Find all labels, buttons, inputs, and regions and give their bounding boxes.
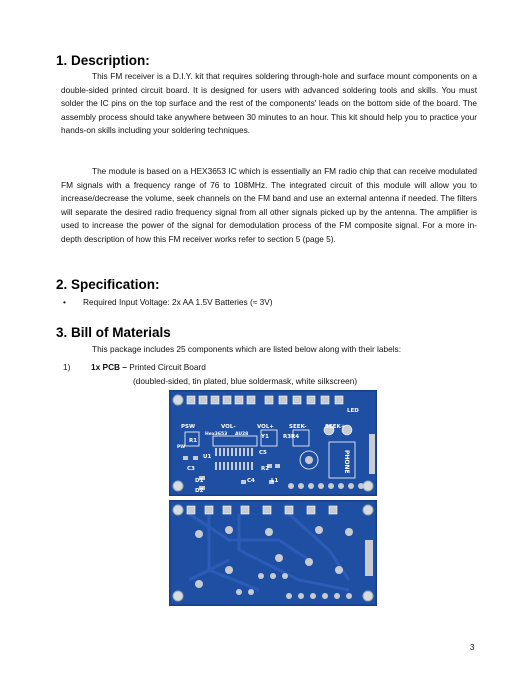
bom-item-1 [63,361,206,373]
page-number: 3 [470,643,475,652]
bom-item-number: 1) [63,362,71,372]
pcb-top-image [169,390,377,496]
mounting-hole [363,481,373,491]
pcb-label-seek-minus: SEEK- [289,424,307,430]
pcb-label-vol-minus: VOL- [221,424,236,430]
pcb-label-hex: Hex3653 [205,432,228,437]
description-paragraph-1-text: This FM receiver is a D.I.Y. kit that requires soldering through-hole and surface mount components on a double-sided printed circuit board. It is designed for users with advanced soldering tools and skills. You must solder the IC pins on the top surface and the rest of the components' leads on the bottom side of the board. The assembly process should take anywhere between 30 minutes to an hour. This kit should help you to practice your hands-on skills including your soldering techniques. [61,71,477,136]
pcb-label-led: LED [347,408,359,414]
pcb-label-l1: L1 [271,478,279,484]
pcb-label-r1: R1 [189,438,198,444]
bullet-marker: • [63,297,66,307]
description-paragraph-1 [61,70,477,138]
bom-item-desc: Printed Circuit Board [129,362,206,372]
pcb-label-d2: D2 [195,488,204,494]
mounting-hole [173,395,183,405]
pcb-label-r2: R2 [261,466,270,472]
pcb-label-psw: PSW [181,424,196,430]
mounting-hole [173,481,183,491]
spec-voltage-text: Required Input Voltage: 2x AA 1.5V Batteries (≈ 3V) [83,297,273,307]
pcb-label-c3: C3 [187,466,195,472]
section-heading-description: 1. Description: [56,53,150,68]
pcb-label-au: AU28 [235,432,249,437]
description-paragraph-2 [61,165,477,246]
pcb-label-phone: PHONE [343,450,350,474]
pcb-label-d1: D1 [195,478,204,484]
pcb-label-seek-plus: SEEK+ [325,424,346,430]
bom-intro-text: This package includes 25 components which are listed below along with their labels: [92,344,402,354]
pcb-label-c4: C4 [247,478,255,484]
bom-item-name: 1x PCB [91,362,121,372]
pcb-label-y1: Y1 [261,434,269,440]
section-heading-specification: 2. Specification: [56,277,160,292]
bom-item-detail: (doubled-sided, tin plated, blue soldermask, white silkscreen) [133,376,358,386]
pcb-label-u1: U1 [203,454,212,460]
pcb-bottom-image [169,500,377,606]
section-heading-bom: 3. Bill of Materials [56,325,171,340]
description-paragraph-2-text: The module is based on a HEX3653 IC which is essentially an FM radio chip that can receive modulated FM signals with a frequency range of 76 to 108MHz. The integrated circuit of this module will allow you to increase/decrease the volume, seek channels on the FM band and use an external antenna if needed. The filters will separate the desired radio frequency signal from all other signals picked up by the antenna. The amplifier is used to increase the power of the signal for demodulation process of the FM composite signal. For a more in-depth description of how this FM receiver works refer to section 5 (page 5). [61,166,477,244]
bom-item-dash: – [120,362,130,372]
pcb-label-c5: C5 [259,450,267,456]
spec-bullet-item [63,296,273,308]
pcb-label-pw: PW [177,445,186,450]
pcb-label-r3r4: R3R4 [283,434,300,440]
pcb-label-vol-plus: VOL+ [257,424,274,430]
